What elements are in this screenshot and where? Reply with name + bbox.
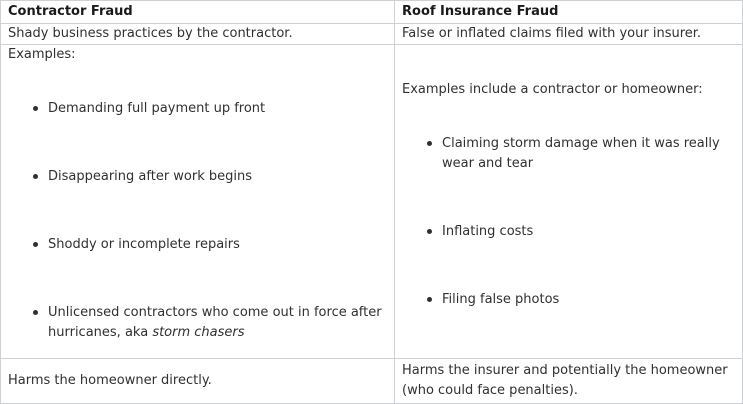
list-item: Disappearing after work begins xyxy=(48,167,387,187)
list-item: Claiming storm damage when it was really wear and tear xyxy=(442,134,735,174)
storm-chasers-emphasis: storm chasers xyxy=(152,325,245,340)
harm-row xyxy=(1,359,743,404)
list-item: Inflating costs xyxy=(442,222,735,242)
list-item: Demanding full payment up front xyxy=(48,99,387,119)
contractor-examples-list xyxy=(8,99,387,343)
examples-row xyxy=(1,45,743,359)
list-item: Shoddy or incomplete repairs xyxy=(48,235,387,255)
list-item-text: Unlicensed contractors who come out in force after hurricanes, aka xyxy=(48,305,382,340)
insurance-examples-cell xyxy=(395,45,743,359)
contractor-examples-cell xyxy=(1,45,395,359)
list-item: Filing false photos xyxy=(442,290,735,310)
contractor-description: Shady business practices by the contractor. xyxy=(1,24,395,45)
description-row xyxy=(1,24,743,45)
insurance-description: False or inflated claims filed with your insurer. xyxy=(395,24,743,45)
list-item xyxy=(48,303,387,343)
insurance-harm: Harms the insurer and potentially the homeowner (who could face penalties). xyxy=(395,359,743,404)
header-roof-insurance-fraud: Roof Insurance Fraud xyxy=(395,1,743,24)
insurance-examples-list xyxy=(402,134,735,310)
header-row xyxy=(1,1,743,24)
header-contractor-fraud: Contractor Fraud xyxy=(1,1,395,24)
insurance-examples-intro: Examples include a contractor or homeowner: xyxy=(402,82,703,97)
contractor-examples-intro: Examples: xyxy=(8,47,76,62)
contractor-harm: Harms the homeowner directly. xyxy=(1,359,395,404)
